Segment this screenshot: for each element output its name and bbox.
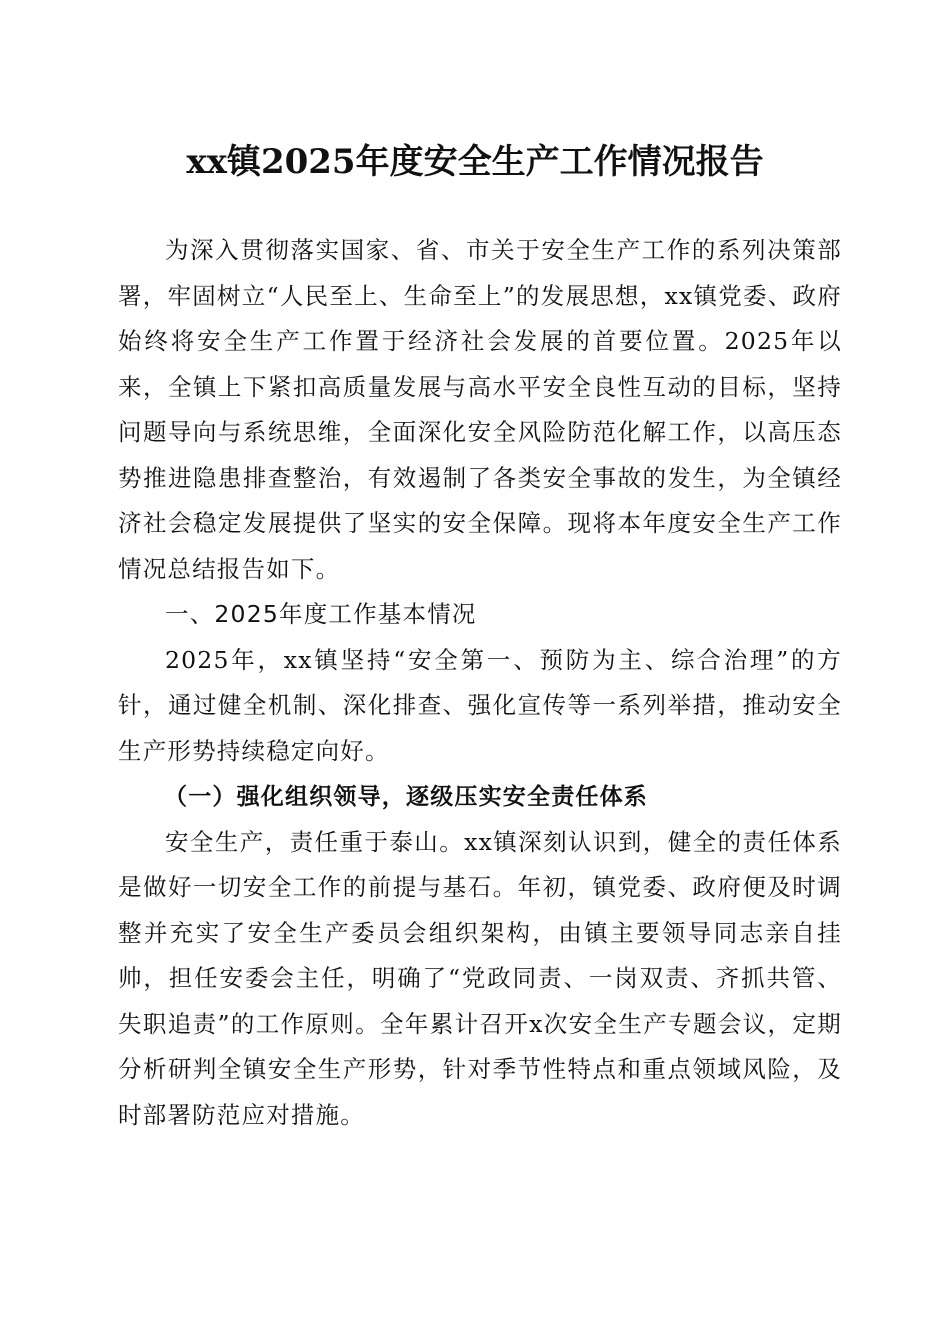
document-title: xx镇2025年度安全生产工作情况报告 — [186, 142, 764, 182]
document-body — [118, 228, 842, 1138]
subsection-paragraph: 安全生产，责任重于泰山。xx镇深刻认识到，健全的责任体系是做好一切安全工作的前提与基石。年初，镇党委、政府便及时调整并充实了安全生产委员会组织架构，由镇主要领导同志亲自挂帅，担任安委会主任，明确了“党政同责、一岗双责、齐抓共管、失职追责”的工作原则。全年累计召开x次安全生产专题会议，定期分析研判全镇安全生产形势，针对季节性特点和重点领域风险，及时部署防范应对措施。 — [118, 827, 842, 1129]
section-paragraph: 2025年，xx镇坚持“安全第一、预防为主、综合治理”的方针，通过健全机制、深化排查、强化宣传等一系列举措，推动安全生产形势持续稳定向好。 — [118, 645, 842, 765]
section-heading: 一、2025年度工作基本情况 — [165, 600, 477, 628]
intro-paragraph: 为深入贯彻落实国家、省、市关于安全生产工作的系列决策部署，牢固树立“人民至上、生命至上”的发展思想，xx镇党委、政府始终将安全生产工作置于经济社会发展的首要位置。2025年以来，全镇上下紧扣高质量发展与高水平安全良性互动的目标，坚持问题导向与系统思维，全面深化安全风险防范化解工作，以高压态势推进隐患排查整治，有效遏制了各类安全事故的发生，为全镇经济社会稳定发展提供了坚实的安全保障。现将本年度安全生产工作情况总结报告如下。 — [118, 236, 842, 583]
subsection-heading: （一）强化组织领导，逐级压实安全责任体系 — [164, 783, 648, 810]
